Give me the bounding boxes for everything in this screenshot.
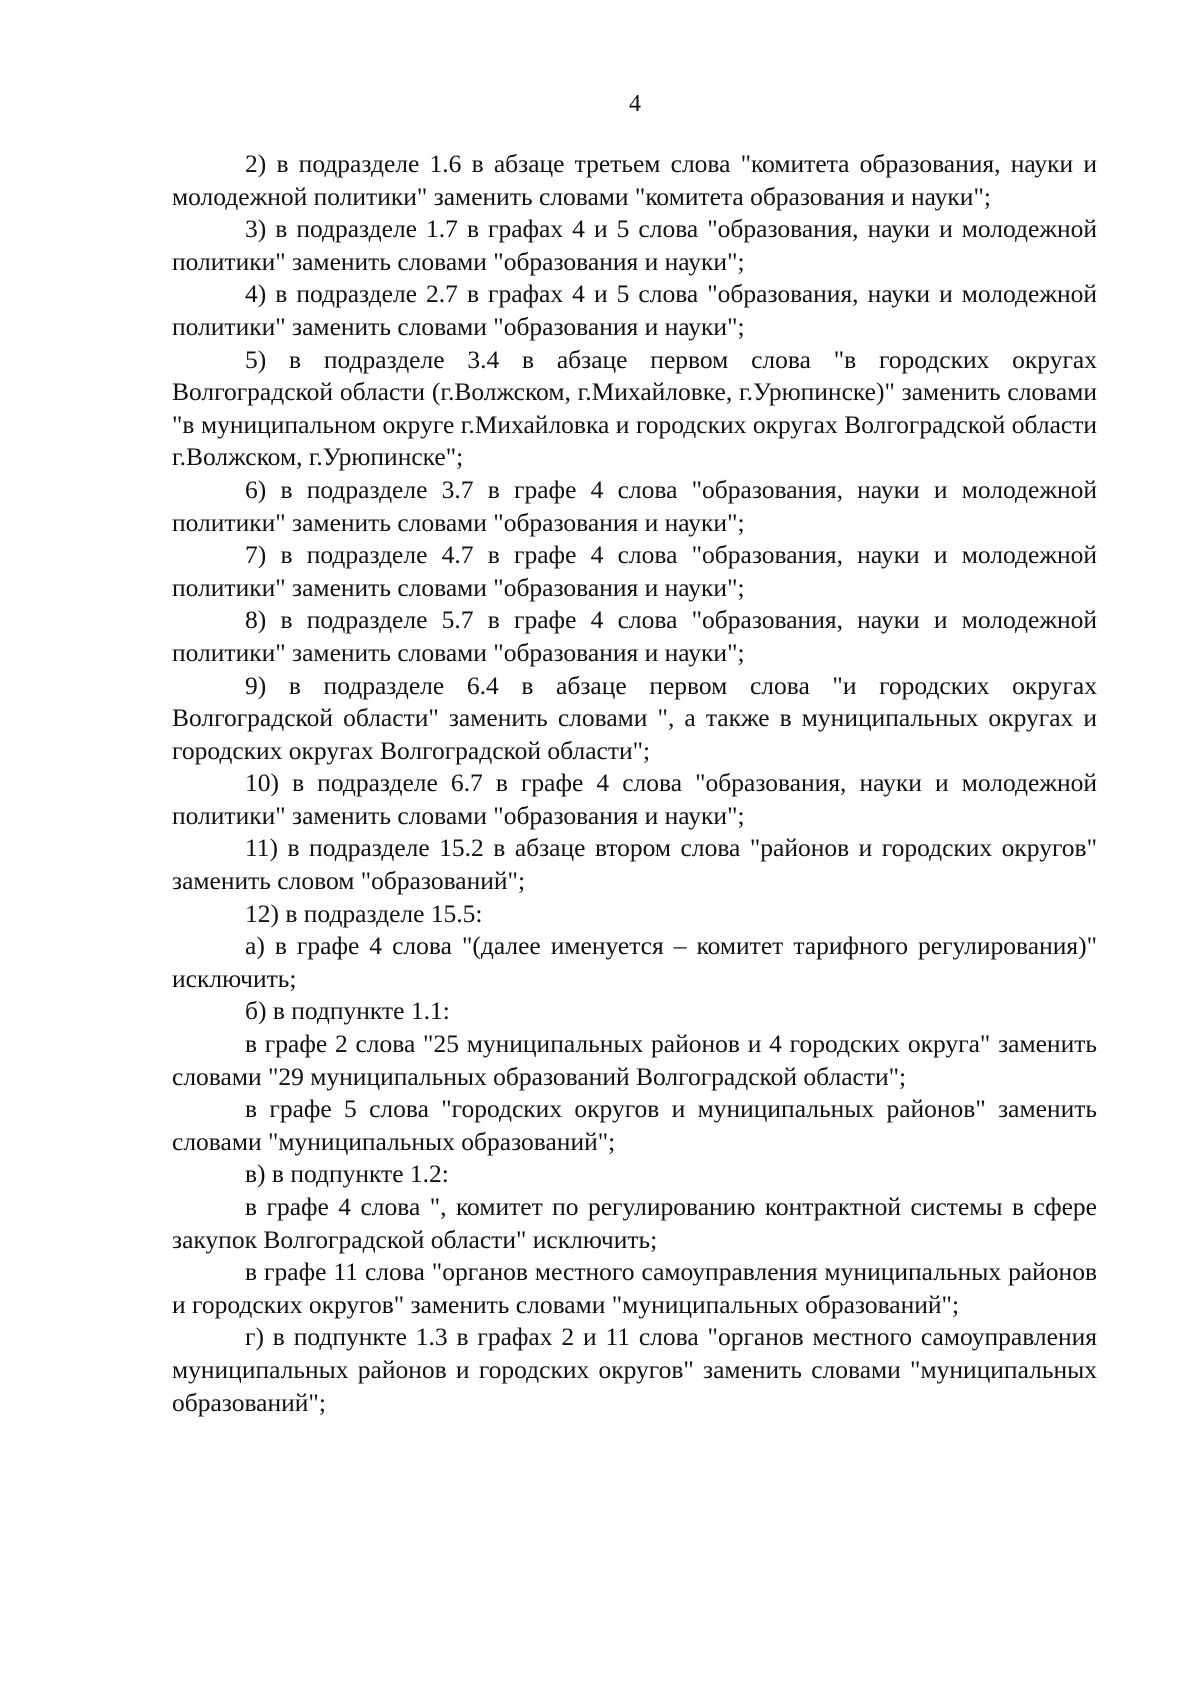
paragraph-item-8: 8) в подразделе 5.7 в графе 4 слова "образования, науки и молодежной политики" заменить словами "образования и науки";: [172, 605, 1097, 667]
paragraph-item-2: 2) в подразделе 1.6 в абзаце третьем слова "комитета образования, науки и молодежной политики" заменить словами "комитета образования и науки";: [172, 149, 1097, 211]
paragraph-item-12: 12) в подразделе 15.5:: [245, 898, 483, 928]
paragraph-b-column-5: в графе 5 слова "городских округов и муниципальных районов" заменить словами "муниципальных образований";: [172, 1094, 1097, 1156]
paragraph-item-9: 9) в подразделе 6.4 в абзаце первом слова "и городских округах Волгоградской области" заменить словами ", а также в муниципальных округах и городских округах Волгоградской области";: [172, 670, 1097, 765]
paragraph-item-11: 11) в подразделе 15.2 в абзаце втором слова "районов и городских округов" заменить словом "образований";: [172, 833, 1097, 896]
paragraph-subitem-v: в) в подпункте 1.2:: [245, 1159, 449, 1189]
paragraph-item-4: 4) в подразделе 2.7 в графах 4 и 5 слова "образования, науки и молодежной политики" заменить словами "образования и науки";: [172, 279, 1097, 341]
paragraph-b-column-2: в графе 2 слова "25 муниципальных районов и 4 городских округа" заменить словами "29 муниципальных образований Волгоградской области";: [172, 1029, 1097, 1091]
paragraph-v-column-4: в графе 4 слова ", комитет по регулированию контрактной системы в сфере закупок Волгоградской области" исключить;: [172, 1192, 1097, 1254]
page-number: 4: [629, 91, 641, 117]
document-body: [172, 148, 1097, 1419]
paragraph-v-column-11: в графе 11 слова "органов местного самоуправления муниципальных районов и городских округов" заменить словами "муниципальных образований";: [172, 1257, 1097, 1319]
paragraph-item-3: 3) в подразделе 1.7 в графах 4 и 5 слова "образования, науки и молодежной политики" заменить словами "образования и науки";: [172, 214, 1097, 276]
paragraph-item-6: 6) в подразделе 3.7 в графе 4 слова "образования, науки и молодежной политики" заменить словами "образования и науки";: [172, 474, 1097, 537]
paragraph-item-7: 7) в подразделе 4.7 в графе 4 слова "образования, науки и молодежной политики" заменить словами "образования и науки";: [172, 540, 1097, 602]
paragraph-item-5: 5) в подразделе 3.4 в абзаце первом слова "в городских округах Волгоградской области (г.Волжском, г.Михайловке, г.Урюпинске)" заменить словами "в муниципальном округе г.Михайловка и городских округах Волгоградской области г.Волжском, г.Урюпинске";: [172, 344, 1097, 472]
paragraph-subitem-b: б) в подпункте 1.1:: [245, 996, 450, 1026]
paragraph-subitem-g: г) в подпункте 1.3 в графах 2 и 11 слова "органов местного самоуправления муниципальных районов и городских округов" заменить словами "муниципальных образований";: [172, 1322, 1097, 1417]
paragraph-item-10: 10) в подразделе 6.7 в графе 4 слова "образования, науки и молодежной политики" заменить словами "образования и науки";: [172, 768, 1097, 830]
paragraph-subitem-a: а) в графе 4 слова "(далее именуется – комитет тарифного регулирования)" исключить;: [172, 931, 1097, 993]
